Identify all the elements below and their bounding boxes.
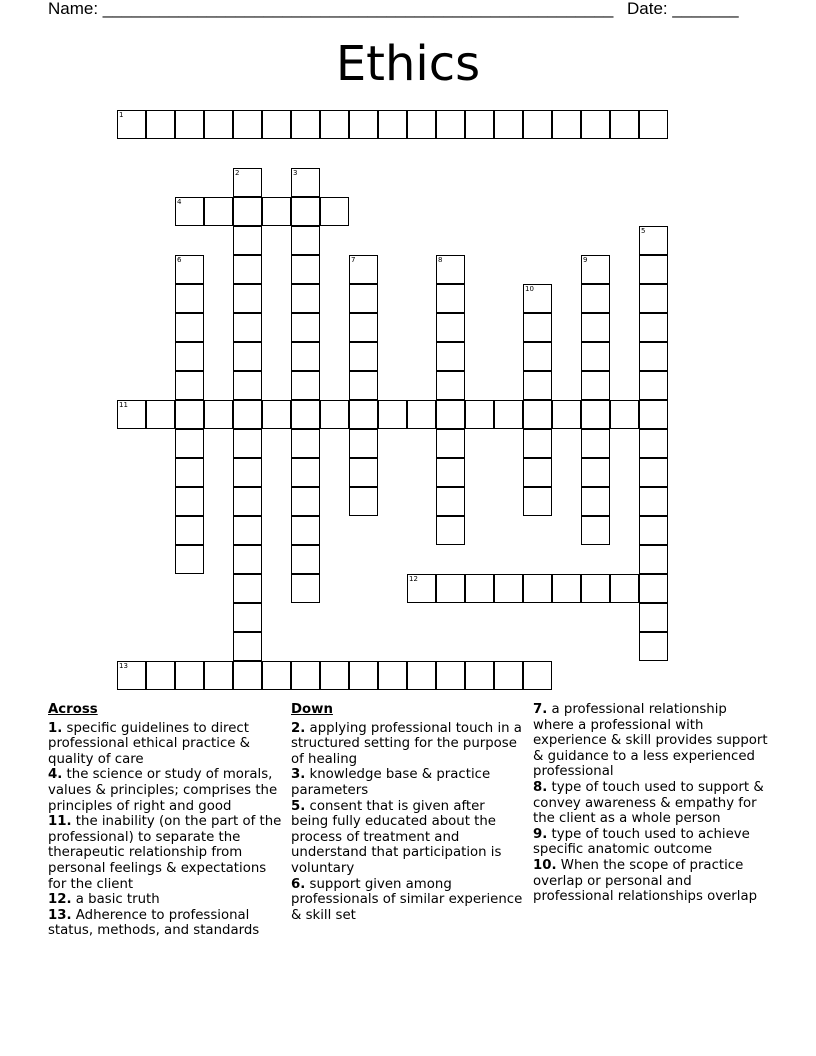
grid-cell[interactable]	[436, 574, 465, 603]
grid-cell[interactable]	[291, 168, 320, 197]
grid-cell[interactable]	[146, 110, 175, 139]
grid-cell[interactable]	[378, 400, 407, 429]
down-clues	[291, 702, 523, 923]
grid-cell[interactable]	[291, 516, 320, 545]
grid-cell[interactable]	[523, 458, 552, 487]
grid-cell[interactable]	[175, 458, 204, 487]
grid-cell[interactable]	[291, 371, 320, 400]
clue-item	[291, 721, 523, 768]
grid-cell[interactable]	[291, 429, 320, 458]
grid-cell[interactable]	[465, 110, 494, 139]
grid-cell[interactable]	[523, 313, 552, 342]
grid-cell[interactable]	[523, 574, 552, 603]
grid-cell[interactable]	[146, 400, 175, 429]
grid-cell[interactable]	[523, 342, 552, 371]
grid-cell[interactable]	[436, 255, 465, 284]
grid-cell[interactable]	[349, 400, 378, 429]
grid-cell[interactable]	[175, 545, 204, 574]
grid-cell[interactable]	[233, 197, 262, 226]
grid-cell[interactable]	[639, 284, 668, 313]
clue-item	[533, 702, 769, 780]
across-heading: Across	[48, 702, 98, 717]
grid-cell[interactable]	[349, 371, 378, 400]
grid-cell[interactable]	[291, 197, 320, 226]
clue-item-text: type of touch used to achieve specific anatomic outcome	[533, 826, 750, 858]
grid-cell[interactable]	[233, 342, 262, 371]
grid-cell[interactable]	[523, 429, 552, 458]
grid-cell[interactable]	[436, 284, 465, 313]
grid-cell[interactable]	[465, 400, 494, 429]
down-heading: Down	[291, 702, 333, 717]
grid-cell[interactable]	[610, 400, 639, 429]
clue-number: 7	[351, 256, 356, 264]
grid-cell[interactable]	[436, 371, 465, 400]
grid-cell[interactable]	[349, 661, 378, 690]
grid-cell[interactable]	[291, 255, 320, 284]
grid-cell[interactable]	[494, 110, 523, 139]
grid-cell[interactable]	[204, 661, 233, 690]
clue-item-number: 1.	[48, 720, 63, 736]
grid-cell[interactable]	[175, 400, 204, 429]
clue-item	[533, 858, 769, 905]
clue-item-number: 6.	[291, 876, 306, 892]
clue-item-number: 10.	[533, 857, 557, 873]
grid-cell[interactable]	[639, 255, 668, 284]
clue-item-text: specific guidelines to direct professional ethical practice & quality of care	[48, 720, 251, 767]
grid-cell[interactable]	[639, 632, 668, 661]
clue-item-number: 2.	[291, 720, 306, 736]
page-title: Ethics	[335, 36, 481, 92]
grid-cell[interactable]	[523, 371, 552, 400]
grid-cell[interactable]	[233, 603, 262, 632]
grid-cell[interactable]	[436, 516, 465, 545]
grid-cell[interactable]	[523, 661, 552, 690]
clue-item-text: knowledge base & practice parameters	[291, 767, 491, 798]
grid-cell[interactable]	[494, 661, 523, 690]
grid-cell[interactable]	[204, 197, 233, 226]
grid-cell[interactable]	[581, 313, 610, 342]
grid-cell[interactable]	[233, 255, 262, 284]
grid-cell[interactable]	[175, 371, 204, 400]
grid-cell[interactable]	[262, 110, 291, 139]
grid-cell[interactable]	[175, 661, 204, 690]
clue-number: 2	[235, 169, 240, 177]
grid-cell[interactable]	[436, 313, 465, 342]
grid-cell[interactable]	[233, 574, 262, 603]
grid-cell[interactable]	[436, 458, 465, 487]
grid-cell[interactable]	[581, 429, 610, 458]
grid-cell[interactable]	[175, 313, 204, 342]
clue-number: 4	[177, 198, 182, 206]
grid-cell[interactable]	[233, 487, 262, 516]
grid-cell[interactable]	[639, 458, 668, 487]
grid-cell[interactable]	[552, 110, 581, 139]
grid-cell[interactable]	[175, 342, 204, 371]
grid-cell[interactable]	[146, 661, 175, 690]
grid-cell[interactable]	[291, 226, 320, 255]
clue-item-number: 7.	[533, 702, 548, 717]
grid-cell[interactable]	[233, 168, 262, 197]
grid-cell[interactable]	[233, 516, 262, 545]
grid-cell[interactable]	[117, 400, 146, 429]
clue-item	[48, 721, 284, 768]
grid-cell[interactable]	[233, 545, 262, 574]
grid-cell[interactable]	[349, 487, 378, 516]
grid-cell[interactable]	[639, 516, 668, 545]
name-field[interactable]: Name: ______________________________________________________	[48, 0, 614, 18]
grid-cell[interactable]	[262, 400, 291, 429]
grid-cell[interactable]	[494, 574, 523, 603]
clue-item-number: 11.	[48, 814, 72, 830]
grid-cell[interactable]	[291, 458, 320, 487]
grid-cell[interactable]	[581, 284, 610, 313]
grid-cell[interactable]	[436, 342, 465, 371]
grid-cell[interactable]	[117, 661, 146, 690]
grid-cell[interactable]	[175, 110, 204, 139]
grid-cell[interactable]	[175, 197, 204, 226]
grid-cell[interactable]	[436, 400, 465, 429]
clue-item-number: 13.	[48, 907, 72, 923]
date-field[interactable]: Date: _______	[627, 0, 739, 18]
clue-item-text: applying professional touch in a structured setting for the purpose of healing	[291, 720, 522, 767]
clue-number: 13	[119, 662, 128, 670]
grid-cell[interactable]	[291, 661, 320, 690]
grid-cell[interactable]	[262, 197, 291, 226]
grid-cell[interactable]	[552, 400, 581, 429]
grid-cell[interactable]	[581, 516, 610, 545]
grid-cell[interactable]	[320, 110, 349, 139]
grid-cell[interactable]	[204, 110, 233, 139]
clue-number: 8	[438, 256, 443, 264]
clue-item	[291, 877, 523, 924]
grid-cell[interactable]	[436, 487, 465, 516]
grid-cell[interactable]	[291, 313, 320, 342]
grid-cell[interactable]	[523, 110, 552, 139]
clue-item-text: the inability (on the part of the professional) to separate the therapeutic relationship from personal feelings & expectations for the client	[48, 814, 282, 892]
grid-cell[interactable]	[639, 400, 668, 429]
clue-number: 9	[583, 256, 588, 264]
grid-cell[interactable]	[233, 371, 262, 400]
clue-number: 11	[119, 401, 128, 409]
clue-item-number: 12.	[48, 892, 72, 908]
grid-cell[interactable]	[320, 197, 349, 226]
grid-cell[interactable]	[175, 516, 204, 545]
grid-cell[interactable]	[291, 284, 320, 313]
grid-cell[interactable]	[349, 342, 378, 371]
grid-cell[interactable]	[581, 110, 610, 139]
clue-item	[48, 892, 284, 908]
grid-cell[interactable]	[581, 255, 610, 284]
grid-cell[interactable]	[233, 226, 262, 255]
grid-cell[interactable]	[523, 400, 552, 429]
clue-number: 5	[641, 227, 646, 235]
clue-number: 1	[119, 111, 124, 119]
grid-cell[interactable]	[581, 487, 610, 516]
grid-cell[interactable]	[233, 429, 262, 458]
clue-number: 3	[293, 169, 298, 177]
grid-cell[interactable]	[581, 458, 610, 487]
grid-cell[interactable]	[639, 342, 668, 371]
grid-cell[interactable]	[378, 110, 407, 139]
grid-cell[interactable]	[639, 110, 668, 139]
grid-cell[interactable]	[639, 574, 668, 603]
grid-cell[interactable]	[349, 110, 378, 139]
grid-cell[interactable]	[233, 661, 262, 690]
grid-cell[interactable]	[233, 313, 262, 342]
clue-item-text: the science or study of morals, values & principles; comprises the principles of right and good	[48, 767, 278, 814]
grid-cell[interactable]	[523, 487, 552, 516]
grid-cell[interactable]	[233, 110, 262, 139]
clue-item-text: a professional relationship where a professional with experience & skill provides support & guidance to a less experienced professional	[533, 702, 768, 780]
grid-cell[interactable]	[291, 400, 320, 429]
clue-item-number: 9.	[533, 826, 548, 842]
grid-cell[interactable]	[407, 400, 436, 429]
grid-cell[interactable]	[233, 400, 262, 429]
grid-cell[interactable]	[204, 400, 233, 429]
clue-item-text: a basic truth	[75, 892, 160, 908]
grid-cell[interactable]	[175, 429, 204, 458]
clue-item-number: 8.	[533, 779, 548, 795]
grid-cell[interactable]	[639, 487, 668, 516]
grid-cell[interactable]	[581, 400, 610, 429]
clue-item	[291, 799, 523, 877]
grid-cell[interactable]	[581, 342, 610, 371]
grid-cell[interactable]	[523, 284, 552, 313]
clue-item-text: type of touch used to support & convey awareness & empathy for the client as a whole person	[533, 779, 764, 827]
grid-cell[interactable]	[349, 458, 378, 487]
clue-item	[533, 827, 769, 858]
grid-cell[interactable]	[175, 284, 204, 313]
clue-number: 10	[525, 285, 534, 293]
clue-item-text: support given among professionals of similar experience & skill set	[291, 876, 523, 923]
clue-item-text: Adherence to professional status, methods, and standards	[48, 907, 260, 939]
grid-cell[interactable]	[436, 429, 465, 458]
clue-item-number: 3.	[291, 767, 306, 783]
clue-item	[48, 908, 284, 939]
grid-cell[interactable]	[407, 574, 436, 603]
grid-cell[interactable]	[320, 661, 349, 690]
grid-cell[interactable]	[494, 400, 523, 429]
grid-cell[interactable]	[262, 661, 291, 690]
clue-item-number: 5.	[291, 798, 306, 814]
grid-cell[interactable]	[378, 661, 407, 690]
grid-cell[interactable]	[291, 487, 320, 516]
grid-cell[interactable]	[639, 429, 668, 458]
clue-item	[291, 767, 523, 798]
grid-cell[interactable]	[639, 371, 668, 400]
grid-cell[interactable]	[349, 284, 378, 313]
grid-cell[interactable]	[407, 661, 436, 690]
grid-cell[interactable]	[349, 429, 378, 458]
grid-cell[interactable]	[175, 255, 204, 284]
down-clues-continued	[533, 702, 769, 905]
grid-cell[interactable]	[407, 110, 436, 139]
clue-item	[533, 780, 769, 827]
clue-item-text: When the scope of practice overlap or personal and professional relationships overlap	[533, 857, 758, 905]
grid-cell[interactable]	[639, 603, 668, 632]
grid-cell[interactable]	[291, 342, 320, 371]
across-clues	[48, 702, 284, 939]
grid-cell[interactable]	[581, 574, 610, 603]
grid-cell[interactable]	[581, 371, 610, 400]
clue-item	[48, 814, 284, 892]
grid-cell[interactable]	[349, 255, 378, 284]
grid-cell[interactable]	[349, 313, 378, 342]
clue-item-text: consent that is given after being fully educated about the process of treatment and understand that participation is voluntary	[291, 798, 502, 876]
grid-cell[interactable]	[610, 574, 639, 603]
grid-cell[interactable]	[552, 574, 581, 603]
grid-cell[interactable]	[436, 110, 465, 139]
clue-number: 6	[177, 256, 182, 264]
grid-cell[interactable]	[233, 632, 262, 661]
grid-cell[interactable]	[639, 226, 668, 255]
grid-cell[interactable]	[436, 661, 465, 690]
grid-cell[interactable]	[291, 545, 320, 574]
grid-cell[interactable]	[610, 110, 639, 139]
clue-item-number: 4.	[48, 767, 63, 783]
grid-cell[interactable]	[117, 110, 146, 139]
clue-number: 12	[409, 575, 418, 583]
grid-cell[interactable]	[233, 458, 262, 487]
grid-cell[interactable]	[320, 400, 349, 429]
grid-cell[interactable]	[233, 284, 262, 313]
clue-item	[48, 767, 284, 814]
grid-cell[interactable]	[639, 313, 668, 342]
grid-cell[interactable]	[465, 574, 494, 603]
grid-cell[interactable]	[291, 574, 320, 603]
grid-cell[interactable]	[465, 661, 494, 690]
grid-cell[interactable]	[639, 545, 668, 574]
grid-cell[interactable]	[291, 110, 320, 139]
grid-cell[interactable]	[175, 487, 204, 516]
